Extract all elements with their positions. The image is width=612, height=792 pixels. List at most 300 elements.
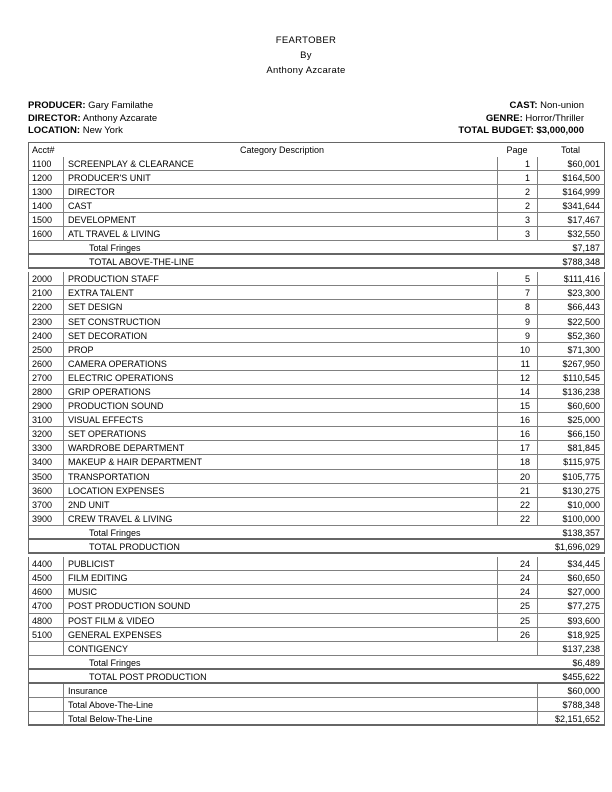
- cell-total-wrap: [537, 441, 605, 455]
- cell-page-wrap: [497, 571, 537, 585]
- cell-page: 11: [497, 357, 537, 371]
- cell-acct-wrap: [28, 455, 63, 469]
- cell-description-wrap: [63, 427, 497, 441]
- credit-producer-value: Gary Familathe: [88, 100, 154, 111]
- cell-total: $1,696,029: [537, 540, 605, 554]
- cell-total-wrap: [537, 470, 605, 484]
- cell-acct: 3100: [28, 413, 63, 427]
- cell-acct-wrap: [28, 599, 63, 613]
- cell-total: $81,845: [537, 441, 605, 455]
- cell-description: CREW TRAVEL & LIVING: [63, 512, 497, 526]
- cell-total: $455,622: [537, 670, 605, 684]
- cell-acct: 2000: [28, 272, 63, 286]
- table-row: [28, 484, 605, 498]
- table-row: [28, 385, 605, 399]
- cell-total-wrap: [537, 286, 605, 300]
- credit-producer-label: PRODUCER:: [28, 100, 86, 111]
- header-cell-page: [497, 142, 537, 157]
- table-row: [28, 329, 605, 343]
- credits-block: [28, 78, 584, 138]
- cell-total-wrap: [537, 227, 605, 241]
- table-row: [28, 213, 605, 227]
- cell-page-wrap: [497, 315, 537, 329]
- cell-description: EXTRA TALENT: [63, 286, 497, 300]
- cell-page-wrap: [497, 585, 537, 599]
- cell-total: $18,925: [537, 628, 605, 642]
- cell-page-wrap: [497, 213, 537, 227]
- budget-table-container: [28, 142, 600, 727]
- table-row: [28, 343, 605, 357]
- cell-acct-wrap: [28, 213, 63, 227]
- cell-acct-wrap: [28, 571, 63, 585]
- cell-page-wrap: [497, 227, 537, 241]
- cell-acct: 3700: [28, 498, 63, 512]
- cell-page-wrap: [497, 540, 537, 554]
- cell-acct: 2800: [28, 385, 63, 399]
- cell-acct: 2400: [28, 329, 63, 343]
- header-description-label: Category Description: [63, 142, 497, 157]
- cell-total: $2,151,652: [537, 712, 605, 726]
- cell-page-wrap: [497, 684, 537, 698]
- cell-total: $22,500: [537, 315, 605, 329]
- cell-page: 25: [497, 599, 537, 613]
- cell-description: Total Fringes: [63, 656, 497, 670]
- cell-total-wrap: [537, 427, 605, 441]
- cell-acct-wrap: [28, 227, 63, 241]
- cell-page: [497, 255, 537, 269]
- cell-description-wrap: [63, 526, 497, 540]
- cell-page: 24: [497, 557, 537, 571]
- cell-acct: 2600: [28, 357, 63, 371]
- cell-page-wrap: [497, 343, 537, 357]
- cell-description: CONTIGENCY: [63, 642, 497, 656]
- cell-description: GENERAL EXPENSES: [63, 628, 497, 642]
- cell-total: $32,550: [537, 227, 605, 241]
- cell-acct: 4700: [28, 599, 63, 613]
- cell-acct: 3300: [28, 441, 63, 455]
- cell-description-wrap: [63, 614, 497, 628]
- cell-description: CAST: [63, 199, 497, 213]
- cell-description-wrap: [63, 399, 497, 413]
- cell-acct-wrap: [28, 470, 63, 484]
- cell-total: $6,489: [537, 656, 605, 670]
- cell-description-wrap: [63, 557, 497, 571]
- cell-acct: 3600: [28, 484, 63, 498]
- cell-total-wrap: [537, 315, 605, 329]
- cell-acct-wrap: [28, 413, 63, 427]
- cell-page-wrap: [497, 385, 537, 399]
- cell-acct-wrap: [28, 427, 63, 441]
- budget-table: [28, 142, 605, 727]
- cell-description-wrap: [63, 213, 497, 227]
- cell-description-wrap: [63, 656, 497, 670]
- cell-acct: 2700: [28, 371, 63, 385]
- table-row: [28, 441, 605, 455]
- cell-total: $105,775: [537, 470, 605, 484]
- cell-acct: [28, 255, 63, 269]
- budget-table-head: [28, 142, 605, 157]
- cell-description-wrap: [63, 371, 497, 385]
- cell-description-wrap: [63, 642, 497, 656]
- cell-total: $164,999: [537, 185, 605, 199]
- cell-acct-wrap: [28, 357, 63, 371]
- cell-description-wrap: [63, 357, 497, 371]
- cell-page: 15: [497, 399, 537, 413]
- cell-description-wrap: [63, 585, 497, 599]
- cell-description: SET OPERATIONS: [63, 427, 497, 441]
- cell-description: TOTAL ABOVE-THE-LINE: [63, 255, 497, 269]
- cell-page: [497, 656, 537, 670]
- cell-total: $77,275: [537, 599, 605, 613]
- cell-page-wrap: [497, 656, 537, 670]
- cell-acct: [28, 642, 63, 656]
- cell-total-wrap: [537, 255, 605, 269]
- cell-acct: 2900: [28, 399, 63, 413]
- cell-description: SET DESIGN: [63, 300, 497, 314]
- cell-acct: [28, 698, 63, 712]
- cell-page: 2: [497, 199, 537, 213]
- cell-total: $110,545: [537, 371, 605, 385]
- cell-total: $23,300: [537, 286, 605, 300]
- cell-total: $267,950: [537, 357, 605, 371]
- table-row: [28, 399, 605, 413]
- cell-total-wrap: [537, 357, 605, 371]
- cell-total: $100,000: [537, 512, 605, 526]
- cell-total: $60,600: [537, 399, 605, 413]
- cell-total-wrap: [537, 656, 605, 670]
- cell-page: 8: [497, 300, 537, 314]
- cell-description: VISUAL EFFECTS: [63, 413, 497, 427]
- cell-acct-wrap: [28, 255, 63, 269]
- credit-director-label: DIRECTOR:: [28, 112, 81, 124]
- cell-page-wrap: [497, 498, 537, 512]
- cell-total: $93,600: [537, 614, 605, 628]
- header-cell-acct: [28, 142, 63, 157]
- cell-page-wrap: [497, 171, 537, 185]
- cell-page: 7: [497, 286, 537, 300]
- cell-page: [497, 241, 537, 255]
- cell-total-wrap: [537, 272, 605, 286]
- credit-genre-value: Horror/Thriller: [525, 112, 584, 124]
- table-row: [28, 628, 605, 642]
- cell-page-wrap: [497, 399, 537, 413]
- cell-acct: 3400: [28, 455, 63, 469]
- cell-description-wrap: [63, 599, 497, 613]
- cell-description-wrap: [63, 385, 497, 399]
- cell-description: POST PRODUCTION SOUND: [63, 599, 497, 613]
- cell-total-wrap: [537, 484, 605, 498]
- cell-page-wrap: [497, 371, 537, 385]
- cell-page-wrap: [497, 670, 537, 684]
- cell-acct: [28, 684, 63, 698]
- credit-genre-label: GENRE:: [485, 112, 523, 124]
- cell-acct-wrap: [28, 557, 63, 571]
- cell-total: $66,150: [537, 427, 605, 441]
- credit-genre: [458, 113, 584, 126]
- cell-acct-wrap: [28, 614, 63, 628]
- budget-table-body: [28, 157, 605, 727]
- cell-acct: 1500: [28, 213, 63, 227]
- cell-page: 24: [497, 571, 537, 585]
- cell-total-wrap: [537, 698, 605, 712]
- cell-acct-wrap: [28, 286, 63, 300]
- cell-total: $136,238: [537, 385, 605, 399]
- cell-total: $115,975: [537, 455, 605, 469]
- cell-description-wrap: [63, 413, 497, 427]
- table-row: [28, 455, 605, 469]
- cell-description-wrap: [63, 470, 497, 484]
- cell-description: Total Fringes: [63, 241, 497, 255]
- cell-acct-wrap: [28, 329, 63, 343]
- table-row: [28, 599, 605, 613]
- cell-acct: 2100: [28, 286, 63, 300]
- cell-description-wrap: [63, 441, 497, 455]
- cell-description: LOCATION EXPENSES: [63, 484, 497, 498]
- cell-page-wrap: [497, 300, 537, 314]
- cell-description: MUSIC: [63, 585, 497, 599]
- fringes-row: [28, 241, 605, 255]
- document-title: FEARTOBER: [275, 35, 337, 46]
- credit-total-budget: [458, 125, 584, 138]
- cell-total: $60,001: [537, 157, 605, 171]
- cell-acct: [28, 670, 63, 684]
- cell-total-wrap: [537, 199, 605, 213]
- cell-acct-wrap: [28, 385, 63, 399]
- cell-total-wrap: [537, 585, 605, 599]
- cell-page-wrap: [497, 526, 537, 540]
- cell-page-wrap: [497, 427, 537, 441]
- cell-page: [497, 526, 537, 540]
- credit-cast-value: Non-union: [540, 100, 584, 111]
- cell-description: TOTAL POST PRODUCTION: [63, 670, 497, 684]
- table-row: [28, 157, 605, 171]
- cell-total: $52,360: [537, 329, 605, 343]
- cell-acct: 2300: [28, 315, 63, 329]
- cell-total: $788,348: [537, 698, 605, 712]
- section-total-row: [28, 255, 605, 269]
- cell-total-wrap: [537, 413, 605, 427]
- cell-description-wrap: [63, 498, 497, 512]
- cell-page: [497, 540, 537, 554]
- cell-page-wrap: [497, 512, 537, 526]
- cell-acct: 1300: [28, 185, 63, 199]
- cell-page: [497, 712, 537, 726]
- cell-total-wrap: [537, 712, 605, 726]
- cell-page: [497, 642, 537, 656]
- table-row: [28, 427, 605, 441]
- cell-total-wrap: [537, 599, 605, 613]
- cell-page: 22: [497, 498, 537, 512]
- cell-page-wrap: [497, 614, 537, 628]
- table-header-row: [28, 142, 605, 157]
- cell-description: PROP: [63, 343, 497, 357]
- credit-producer: [28, 100, 157, 113]
- cell-page: 24: [497, 585, 537, 599]
- table-row: [28, 300, 605, 314]
- cell-page: 1: [497, 171, 537, 185]
- cell-description-wrap: [63, 255, 497, 269]
- cell-acct-wrap: [28, 512, 63, 526]
- cell-total: $138,357: [537, 526, 605, 540]
- cell-page: 9: [497, 315, 537, 329]
- cell-total-wrap: [537, 540, 605, 554]
- cell-page-wrap: [497, 329, 537, 343]
- cell-page-wrap: [497, 599, 537, 613]
- cell-description: ATL TRAVEL & LIVING: [63, 227, 497, 241]
- cell-page-wrap: [497, 413, 537, 427]
- by-label: By: [300, 50, 312, 61]
- table-row: [28, 413, 605, 427]
- cell-acct-wrap: [28, 343, 63, 357]
- cell-description-wrap: [63, 540, 497, 554]
- header-page-label: Page: [497, 142, 537, 157]
- cell-page: [497, 684, 537, 698]
- cell-page-wrap: [497, 255, 537, 269]
- cell-page: 12: [497, 371, 537, 385]
- cell-acct-wrap: [28, 171, 63, 185]
- cell-page-wrap: [497, 199, 537, 213]
- cell-description: TRANSPORTATION: [63, 470, 497, 484]
- header-total-label: Total: [537, 142, 605, 157]
- cell-description: TOTAL PRODUCTION: [63, 540, 497, 554]
- credit-location-value: New York: [82, 125, 123, 136]
- table-row: [28, 272, 605, 286]
- credit-director-value: Anthony Azcarate: [82, 112, 158, 124]
- cell-description: FILM EDITING: [63, 571, 497, 585]
- table-row: [28, 470, 605, 484]
- cell-total-wrap: [537, 213, 605, 227]
- cell-acct-wrap: [28, 272, 63, 286]
- fringes-row: [28, 656, 605, 670]
- cell-total: $111,416: [537, 272, 605, 286]
- cell-acct: 1100: [28, 157, 63, 171]
- table-row: [28, 315, 605, 329]
- cell-acct-wrap: [28, 185, 63, 199]
- fringes-row: [28, 526, 605, 540]
- cell-description-wrap: [63, 227, 497, 241]
- cell-description: SET CONSTRUCTION: [63, 315, 497, 329]
- cell-acct-wrap: [28, 642, 63, 656]
- cell-page: 5: [497, 272, 537, 286]
- document-author: Anthony Azcarate: [266, 65, 346, 76]
- cell-page-wrap: [497, 557, 537, 571]
- cell-acct-wrap: [28, 684, 63, 698]
- section-total-row: [28, 670, 605, 684]
- cell-page: [497, 698, 537, 712]
- cell-page: 1: [497, 157, 537, 171]
- cell-total: $788,348: [537, 255, 605, 269]
- cell-page-wrap: [497, 185, 537, 199]
- table-row: [28, 642, 605, 656]
- cell-acct: 1400: [28, 199, 63, 213]
- cell-description: PRODUCER'S UNIT: [63, 171, 497, 185]
- cell-description-wrap: [63, 241, 497, 255]
- cell-description: CAMERA OPERATIONS: [63, 357, 497, 371]
- table-row: [28, 498, 605, 512]
- cell-page: 21: [497, 484, 537, 498]
- cell-page-wrap: [497, 470, 537, 484]
- cell-acct: 1200: [28, 171, 63, 185]
- cell-total: $341,644: [537, 199, 605, 213]
- table-row: [28, 614, 605, 628]
- cell-page-wrap: [497, 286, 537, 300]
- cell-description-wrap: [63, 343, 497, 357]
- table-row: [28, 227, 605, 241]
- cell-total: $60,650: [537, 571, 605, 585]
- cell-acct-wrap: [28, 712, 63, 726]
- cell-description: Total Below-The-Line: [63, 712, 497, 726]
- cell-total: $130,275: [537, 484, 605, 498]
- cell-page: 16: [497, 427, 537, 441]
- cell-total-wrap: [537, 343, 605, 357]
- cell-total-wrap: [537, 385, 605, 399]
- cell-page-wrap: [497, 272, 537, 286]
- cell-total: $10,000: [537, 498, 605, 512]
- cell-acct: 4800: [28, 614, 63, 628]
- cell-acct: [28, 656, 63, 670]
- table-row: [28, 199, 605, 213]
- footer-row: [28, 684, 605, 698]
- section-total-row: [28, 540, 605, 554]
- cell-acct-wrap: [28, 526, 63, 540]
- credit-total-budget-label: TOTAL BUDGET:: [458, 125, 534, 136]
- cell-page-wrap: [497, 455, 537, 469]
- cell-acct: [28, 540, 63, 554]
- cell-page-wrap: [497, 157, 537, 171]
- cell-description: ELECTRIC OPERATIONS: [63, 371, 497, 385]
- cell-total-wrap: [537, 329, 605, 343]
- cell-description: Total Above-The-Line: [63, 698, 497, 712]
- cell-description: GRIP OPERATIONS: [63, 385, 497, 399]
- cell-total-wrap: [537, 684, 605, 698]
- table-row: [28, 557, 605, 571]
- table-row: [28, 286, 605, 300]
- cell-page-wrap: [497, 712, 537, 726]
- cell-description-wrap: [63, 712, 497, 726]
- cell-total: $66,443: [537, 300, 605, 314]
- cell-total-wrap: [537, 614, 605, 628]
- cell-total-wrap: [537, 571, 605, 585]
- cell-page: 20: [497, 470, 537, 484]
- cell-page-wrap: [497, 642, 537, 656]
- cell-total-wrap: [537, 171, 605, 185]
- cell-description: Total Fringes: [63, 526, 497, 540]
- table-row: [28, 585, 605, 599]
- cell-page-wrap: [497, 241, 537, 255]
- cell-description-wrap: [63, 329, 497, 343]
- cell-total-wrap: [537, 628, 605, 642]
- cell-description-wrap: [63, 199, 497, 213]
- cell-acct: [28, 526, 63, 540]
- cell-description-wrap: [63, 484, 497, 498]
- table-row: [28, 571, 605, 585]
- header-cell-total: [537, 142, 605, 157]
- cell-acct-wrap: [28, 628, 63, 642]
- cell-description: DIRECTOR: [63, 185, 497, 199]
- cell-acct: 5100: [28, 628, 63, 642]
- cell-total-wrap: [537, 498, 605, 512]
- cell-total: $25,000: [537, 413, 605, 427]
- cell-acct-wrap: [28, 498, 63, 512]
- cell-acct: [28, 712, 63, 726]
- cell-acct: [28, 241, 63, 255]
- cell-acct-wrap: [28, 371, 63, 385]
- title-block: [0, 0, 612, 78]
- credit-director: [28, 113, 157, 126]
- cell-acct: 3500: [28, 470, 63, 484]
- cell-acct-wrap: [28, 300, 63, 314]
- cell-acct-wrap: [28, 315, 63, 329]
